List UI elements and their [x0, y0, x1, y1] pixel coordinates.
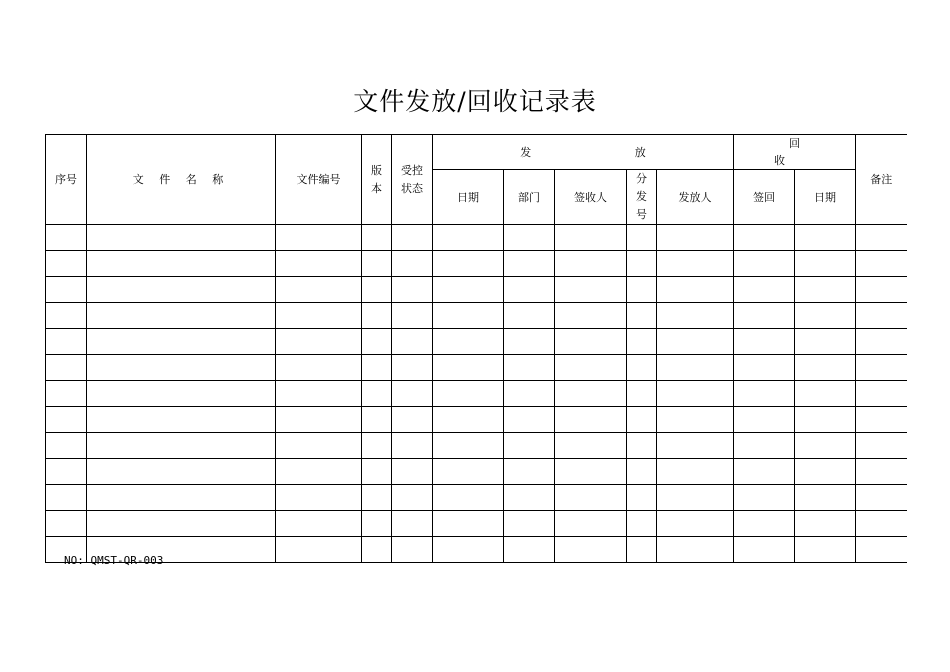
table-cell[interactable] [392, 459, 433, 485]
header-control-status-label: 受控状态 [401, 163, 423, 195]
table-cell[interactable] [555, 407, 627, 433]
table-cell[interactable] [795, 329, 856, 355]
table-cell[interactable] [657, 459, 734, 485]
form-number: NO: QMST-QR-003 [64, 554, 164, 567]
table-cell[interactable] [627, 407, 657, 433]
table-cell[interactable] [555, 303, 627, 329]
header-recall-sign: 签回 [734, 170, 795, 225]
table-cell[interactable] [276, 225, 362, 251]
table-cell[interactable] [87, 459, 276, 485]
header-issue-group-label: 发 放 [520, 145, 696, 159]
table-cell[interactable] [555, 381, 627, 407]
table-cell[interactable] [276, 303, 362, 329]
table-cell[interactable] [657, 537, 734, 563]
table-cell[interactable] [734, 329, 795, 355]
table-cell[interactable] [795, 251, 856, 277]
table-cell[interactable] [627, 433, 657, 459]
table-cell[interactable] [555, 277, 627, 303]
table-cell[interactable] [433, 433, 504, 459]
table-cell[interactable] [734, 433, 795, 459]
table-cell[interactable] [46, 381, 87, 407]
table-cell[interactable] [46, 277, 87, 303]
table-cell[interactable] [795, 485, 856, 511]
table-cell[interactable] [504, 381, 555, 407]
table-cell[interactable] [276, 459, 362, 485]
table-cell[interactable] [657, 329, 734, 355]
table-cell[interactable] [657, 381, 734, 407]
table-row [46, 251, 907, 277]
table-cell[interactable] [795, 277, 856, 303]
table-cell[interactable] [362, 459, 392, 485]
table-cell[interactable] [627, 485, 657, 511]
header-doc-name-label: 文 件 名 称 [132, 173, 230, 186]
table-cell[interactable] [433, 329, 504, 355]
table-cell[interactable] [433, 355, 504, 381]
table-cell[interactable] [433, 381, 504, 407]
table-cell[interactable] [627, 537, 657, 563]
header-doc-name [87, 135, 276, 225]
table-cell[interactable] [276, 537, 362, 563]
table-cell[interactable] [657, 277, 734, 303]
table-cell[interactable] [392, 251, 433, 277]
table-cell[interactable] [795, 225, 856, 251]
table-cell[interactable] [657, 433, 734, 459]
table-cell[interactable] [734, 303, 795, 329]
table-cell[interactable] [627, 355, 657, 381]
table-cell[interactable] [46, 329, 87, 355]
table-cell[interactable] [856, 277, 907, 303]
table-row [46, 303, 907, 329]
table-row [46, 537, 907, 563]
header-recall-group [734, 135, 856, 170]
table-cell[interactable] [276, 251, 362, 277]
header-copy-number [627, 170, 657, 225]
table-cell[interactable] [734, 277, 795, 303]
record-table [45, 134, 907, 563]
table-cell[interactable] [46, 355, 87, 381]
header-version [362, 135, 392, 225]
table-cell[interactable] [657, 225, 734, 251]
table-cell[interactable] [734, 537, 795, 563]
table-cell[interactable] [555, 485, 627, 511]
table-cell[interactable] [734, 381, 795, 407]
table-cell[interactable] [87, 225, 276, 251]
table-cell[interactable] [362, 485, 392, 511]
table-cell[interactable] [856, 303, 907, 329]
table-cell[interactable] [734, 251, 795, 277]
table-cell[interactable] [504, 251, 555, 277]
table-cell[interactable] [504, 407, 555, 433]
header-row-1 [46, 135, 907, 170]
table-row [46, 433, 907, 459]
table-cell[interactable] [392, 511, 433, 537]
header-seq: 序号 [46, 135, 87, 225]
table-cell[interactable] [392, 277, 433, 303]
table-cell[interactable] [504, 225, 555, 251]
table-cell[interactable] [362, 225, 392, 251]
table-cell[interactable] [87, 433, 276, 459]
table-cell[interactable] [362, 381, 392, 407]
header-control-status [392, 135, 433, 225]
table-cell[interactable] [46, 407, 87, 433]
table-cell[interactable] [627, 329, 657, 355]
table-cell[interactable] [46, 433, 87, 459]
table-cell[interactable] [555, 355, 627, 381]
table-cell[interactable] [87, 303, 276, 329]
table-cell[interactable] [276, 277, 362, 303]
table-cell[interactable] [433, 485, 504, 511]
table-cell[interactable] [433, 277, 504, 303]
table-cell[interactable] [734, 407, 795, 433]
table-cell[interactable] [627, 381, 657, 407]
table-cell[interactable] [46, 251, 87, 277]
table-cell[interactable] [362, 277, 392, 303]
header-issuer: 发放人 [657, 170, 734, 225]
table-cell[interactable] [87, 251, 276, 277]
table-row [46, 381, 907, 407]
table-cell[interactable] [555, 511, 627, 537]
table-cell[interactable] [627, 459, 657, 485]
table-cell[interactable] [504, 485, 555, 511]
table-cell[interactable] [392, 225, 433, 251]
table-cell[interactable] [856, 355, 907, 381]
table-cell[interactable] [657, 303, 734, 329]
table-cell[interactable] [627, 511, 657, 537]
table-cell[interactable] [627, 225, 657, 251]
table-cell[interactable] [856, 381, 907, 407]
table-cell[interactable] [795, 381, 856, 407]
table-cell[interactable] [276, 381, 362, 407]
table-cell[interactable] [276, 511, 362, 537]
header-recall-group-label: 回 收 [774, 137, 831, 167]
table-cell[interactable] [392, 537, 433, 563]
table-cell[interactable] [87, 407, 276, 433]
table-cell[interactable] [555, 251, 627, 277]
table-cell[interactable] [504, 355, 555, 381]
table-cell[interactable] [734, 511, 795, 537]
table-cell[interactable] [555, 433, 627, 459]
table-cell[interactable] [657, 511, 734, 537]
table-cell[interactable] [555, 329, 627, 355]
header-department: 部门 [504, 170, 555, 225]
table-cell[interactable] [46, 303, 87, 329]
table-cell[interactable] [504, 329, 555, 355]
table-cell[interactable] [504, 459, 555, 485]
table-cell[interactable] [87, 329, 276, 355]
table-cell[interactable] [46, 459, 87, 485]
table-cell[interactable] [276, 485, 362, 511]
table-cell[interactable] [504, 511, 555, 537]
table-cell[interactable] [555, 459, 627, 485]
table-cell[interactable] [734, 459, 795, 485]
table-cell[interactable] [856, 251, 907, 277]
table-cell[interactable] [734, 225, 795, 251]
header-receiver: 签收人 [555, 170, 627, 225]
table-cell[interactable] [504, 433, 555, 459]
table-cell[interactable] [856, 459, 907, 485]
table-cell[interactable] [362, 407, 392, 433]
table-cell[interactable] [856, 537, 907, 563]
table-cell[interactable] [392, 329, 433, 355]
table-cell[interactable] [87, 511, 276, 537]
table-cell[interactable] [856, 407, 907, 433]
table-cell[interactable] [276, 407, 362, 433]
form-title: 文件发放/回收记录表 [353, 87, 597, 116]
table-cell[interactable] [392, 355, 433, 381]
table-cell[interactable] [362, 251, 392, 277]
header-issue-date: 日期 [433, 170, 504, 225]
table-cell[interactable] [795, 355, 856, 381]
header-copy-number-label: 分发号 [636, 172, 647, 221]
table-cell[interactable] [555, 225, 627, 251]
table-cell[interactable] [734, 485, 795, 511]
table-cell[interactable] [795, 511, 856, 537]
table-cell[interactable] [795, 537, 856, 563]
table-cell[interactable] [795, 303, 856, 329]
table-cell[interactable] [627, 303, 657, 329]
header-doc-number: 文件编号 [276, 135, 362, 225]
header-issue-group [433, 135, 734, 170]
table-cell[interactable] [433, 459, 504, 485]
table-cell[interactable] [392, 381, 433, 407]
table-cell[interactable] [392, 485, 433, 511]
header-recall-date: 日期 [795, 170, 856, 225]
header-remarks: 备注 [856, 135, 907, 225]
table-cell[interactable] [46, 225, 87, 251]
table-cell[interactable] [433, 537, 504, 563]
table-cell[interactable] [627, 251, 657, 277]
table-cell[interactable] [504, 277, 555, 303]
table-row [46, 225, 907, 251]
table-cell[interactable] [87, 355, 276, 381]
table-row [46, 407, 907, 433]
table-row [46, 277, 907, 303]
table-cell[interactable] [276, 433, 362, 459]
table-cell[interactable] [433, 251, 504, 277]
table-row [46, 329, 907, 355]
table-row [46, 485, 907, 511]
table-cell[interactable] [392, 303, 433, 329]
table-cell[interactable] [504, 537, 555, 563]
table-cell[interactable] [46, 485, 87, 511]
table-cell[interactable] [555, 537, 627, 563]
table-cell[interactable] [46, 511, 87, 537]
table-row [46, 459, 907, 485]
table-cell[interactable] [657, 407, 734, 433]
header-version-label: 版本 [371, 163, 382, 195]
table-cell[interactable] [276, 355, 362, 381]
table-cell[interactable] [657, 355, 734, 381]
table-cell[interactable] [362, 355, 392, 381]
table-cell[interactable] [433, 511, 504, 537]
table-cell[interactable] [856, 329, 907, 355]
table-cell[interactable] [856, 485, 907, 511]
table-cell[interactable] [362, 511, 392, 537]
table-cell[interactable] [734, 355, 795, 381]
table-cell[interactable] [856, 433, 907, 459]
table-cell[interactable] [276, 329, 362, 355]
table-cell[interactable] [433, 303, 504, 329]
table-cell[interactable] [362, 433, 392, 459]
table-cell[interactable] [795, 433, 856, 459]
table-cell[interactable] [856, 511, 907, 537]
table-cell[interactable] [795, 459, 856, 485]
table-cell[interactable] [433, 407, 504, 433]
table-cell[interactable] [657, 485, 734, 511]
table-cell[interactable] [392, 407, 433, 433]
table-cell[interactable] [87, 485, 276, 511]
table-cell[interactable] [362, 303, 392, 329]
table-cell[interactable] [504, 303, 555, 329]
table-cell[interactable] [87, 277, 276, 303]
table-cell[interactable] [392, 433, 433, 459]
table-cell[interactable] [87, 381, 276, 407]
table-cell[interactable] [362, 537, 392, 563]
table-cell[interactable] [433, 225, 504, 251]
table-row [46, 355, 907, 381]
table-cell[interactable] [795, 407, 856, 433]
table-cell[interactable] [657, 251, 734, 277]
table-cell[interactable] [856, 225, 907, 251]
table-row [46, 511, 907, 537]
table-cell[interactable] [627, 277, 657, 303]
table-cell[interactable] [362, 329, 392, 355]
